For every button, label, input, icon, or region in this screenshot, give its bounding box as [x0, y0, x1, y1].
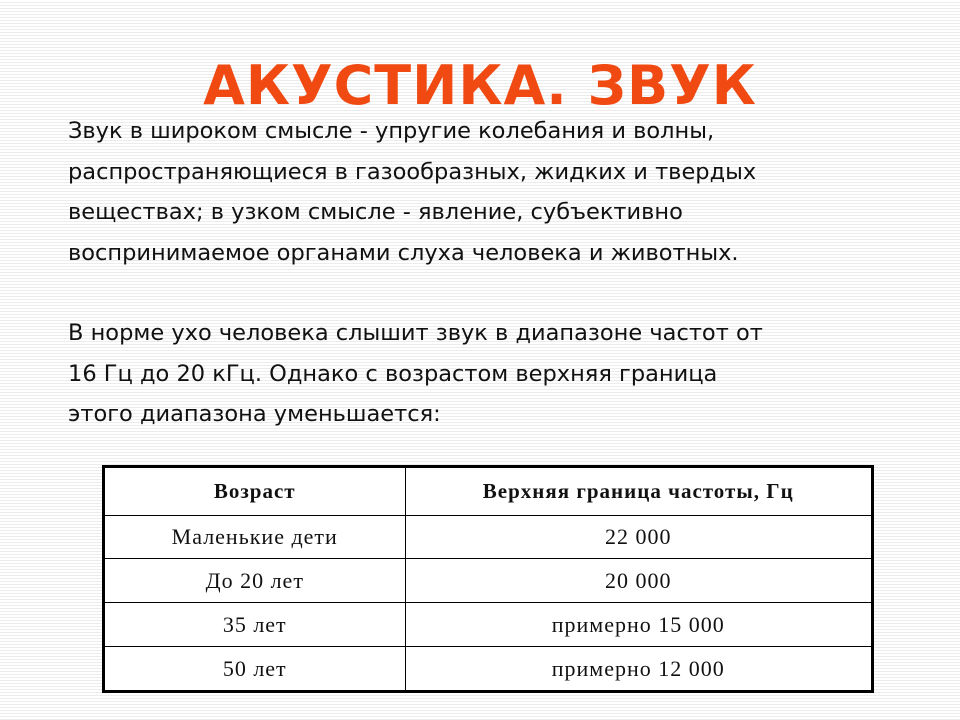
slide-title: АКУСТИКА. ЗВУК: [203, 54, 757, 117]
table-row: [105, 559, 871, 603]
frequency-cell: 22 000: [405, 515, 871, 559]
paragraph-line: воспринимаемое органами слуха человека и животных.: [68, 239, 739, 266]
paragraph-line: Звук в широком смысле - упругие колебания и волны,: [68, 118, 715, 144]
paragraph-definition: [68, 111, 898, 273]
age-cell: Маленькие дети: [105, 515, 405, 559]
age-cell: 50 лет: [105, 647, 405, 690]
frequency-table: [105, 468, 871, 690]
paragraph-line: 16 Гц до 20 кГц. Однако с возрастом верхняя граница: [68, 360, 718, 387]
frequency-cell: 20 000: [405, 559, 871, 603]
paragraph-line: этого диапазона уменьшается:: [68, 401, 441, 427]
column-header-upper-frequency: Верхняя граница частоты, Гц: [405, 468, 871, 515]
table-header-row: [105, 468, 871, 515]
table-row: [105, 647, 871, 690]
age-cell: До 20 лет: [105, 559, 405, 603]
age-cell: 35 лет: [105, 603, 405, 647]
frequency-table-frame: [102, 465, 874, 693]
paragraph-line: В норме ухо человека слышит звук в диапазоне частот от: [68, 320, 763, 346]
paragraph-line: веществах; в узком смысле - явление, субъективно: [68, 199, 683, 225]
column-header-age: Возраст: [105, 468, 405, 515]
paragraph-hearing-range: [68, 313, 898, 435]
paragraph-line: распространяющиеся в газообразных, жидких и твердых: [68, 158, 757, 185]
frequency-cell: примерно 12 000: [405, 647, 871, 690]
table-row: [105, 515, 871, 559]
table-row: [105, 603, 871, 647]
frequency-cell: примерно 15 000: [405, 603, 871, 647]
